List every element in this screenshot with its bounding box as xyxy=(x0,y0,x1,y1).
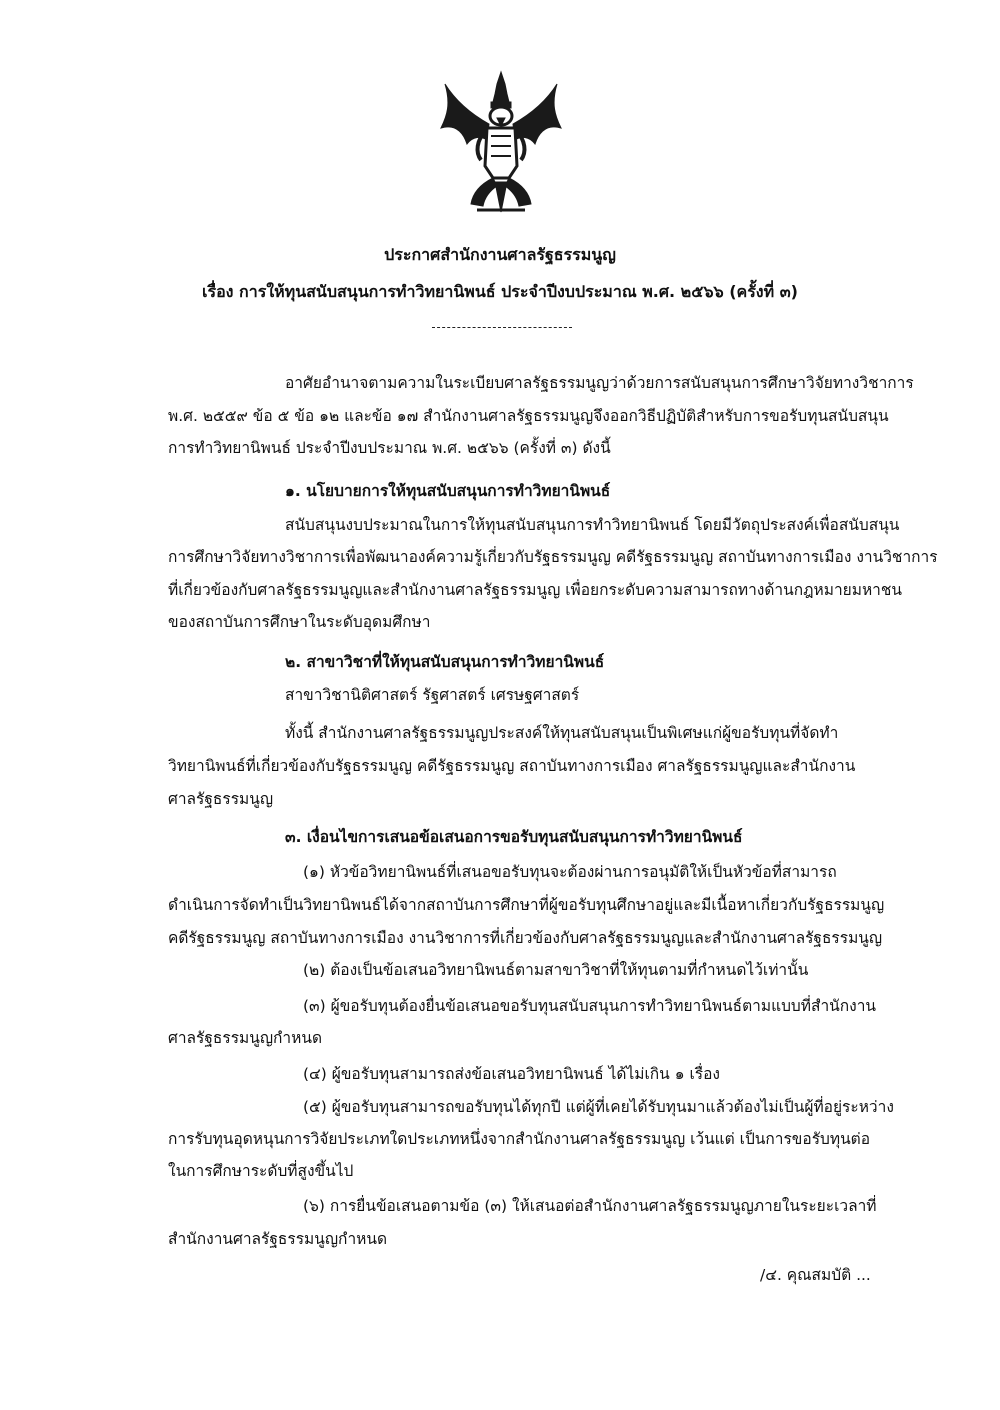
intro-line: พ.ศ. ๒๕๕๙ ข้อ ๕ ข้อ ๑๒ และข้อ ๑๗ สำนักงานศาลรัฐธรรมนูญจึงออกวิธีปฏิบัติสำหรับการขอรับทุนสนับสนุน xyxy=(168,407,889,425)
section-1-line: ของสถาบันการศึกษาในระดับอุดมศึกษา xyxy=(168,613,431,631)
title-separator xyxy=(432,327,572,328)
section-1-line: สนับสนุนงบประมาณในการให้ทุนสนับสนุนการทำวิทยานิพนธ์ โดยมีวัตถุประสงค์เพื่อสนับสนุน xyxy=(285,516,900,534)
condition-item: ในการศึกษาระดับที่สูงขึ้นไป xyxy=(168,1162,354,1180)
condition-item: (๒) ต้องเป็นข้อเสนอวิทยานิพนธ์ตามสาขาวิชาที่ให้ทุนตามที่กำหนดไว้เท่านั้น xyxy=(303,961,809,979)
garuda-emblem-icon xyxy=(437,70,565,220)
page-continuation: /๔. คุณสมบัติ ... xyxy=(760,1266,871,1284)
section-2-line: ศาลรัฐธรรมนูญ xyxy=(168,790,274,808)
section-2-heading: ๒. สาขาวิชาที่ให้ทุนสนับสนุนการทำวิทยานิพนธ์ xyxy=(285,653,605,671)
section-2-line: ทั้งนี้ สำนักงานศาลรัฐธรรมนูญประสงค์ให้ทุนสนับสนุนเป็นพิเศษแก่ผู้ขอรับทุนที่จัดทำ xyxy=(285,724,839,742)
section-1-heading: ๑. นโยบายการให้ทุนสนับสนุนการทำวิทยานิพนธ์ xyxy=(285,482,611,500)
section-2-line: วิทยานิพนธ์ที่เกี่ยวข้องกับรัฐธรรมนูญ คดีรัฐธรรมนูญ สถาบันทางการเมือง ศาลรัฐธรรมนูญและสำนักงาน xyxy=(168,757,856,775)
section-2-fields: สาขาวิชานิติศาสตร์ รัฐศาสตร์ เศรษฐศาสตร์ xyxy=(285,686,580,704)
condition-item: การรับทุนอุดหนุนการวิจัยประเภทใดประเภทหนึ่งจากสำนักงานศาลรัฐธรรมนูญ เว้นแต่ เป็นการขอรับทุนต่อ xyxy=(168,1130,871,1148)
condition-item: (๖) การยื่นข้อเสนอตามข้อ (๓) ให้เสนอต่อสำนักงานศาลรัฐธรรมนูญภายในระยะเวลาที่ xyxy=(303,1197,877,1215)
intro-line: การทำวิทยานิพนธ์ ประจำปีงบประมาณ พ.ศ. ๒๕๖๖ (ครั้งที่ ๓) ดังนี้ xyxy=(168,439,611,457)
announcement-subject: เรื่อง การให้ทุนสนับสนุนการทำวิทยานิพนธ์ ประจำปีงบประมาณ พ.ศ. ๒๕๖๖ (ครั้งที่ ๓) xyxy=(202,282,798,301)
condition-item: (๔) ผู้ขอรับทุนสามารถส่งข้อเสนอวิทยานิพนธ์ ได้ไม่เกิน ๑ เรื่อง xyxy=(303,1065,720,1083)
section-1-line: ที่เกี่ยวข้องกับศาลรัฐธรรมนูญและสำนักงานศาลรัฐธรรมนูญ เพื่อยกระดับความสามารถทางด้านกฎหมายมหาชน xyxy=(168,581,902,599)
condition-item: (๕) ผู้ขอรับทุนสามารถขอรับทุนได้ทุกปี แต่ผู้ที่เคยได้รับทุนมาแล้วต้องไม่เป็นผู้ที่อยู่ระหว่าง xyxy=(303,1098,894,1116)
condition-item: คดีรัฐธรรมนูญ สถาบันทางการเมือง งานวิชาการที่เกี่ยวข้องกับศาลรัฐธรรมนูญและสำนักงานศาลรัฐธรรมนูญ xyxy=(168,929,883,947)
condition-item: สำนักงานศาลรัฐธรรมนูญกำหนด xyxy=(168,1230,388,1248)
section-1-line: การศึกษาวิจัยทางวิชาการเพื่อพัฒนาองค์ความรู้เกี่ยวกับรัฐธรรมนูญ คดีรัฐธรรมนูญ สถาบันทางการเมือง งานวิชาการ xyxy=(168,548,938,566)
condition-item: ดำเนินการจัดทำเป็นวิทยานิพนธ์ได้จากสถาบันการศึกษาที่ผู้ขอรับทุนศึกษาอยู่และมีเนื้อหาเกี่ยวกับรัฐธรรมนูญ xyxy=(168,896,885,914)
intro-line: อาศัยอำนาจตามความในระเบียบศาลรัฐธรรมนูญว่าด้วยการสนับสนุนการศึกษาวิจัยทางวิชาการ xyxy=(285,374,914,392)
section-3-heading: ๓. เงื่อนไขการเสนอข้อเสนอการขอรับทุนสนับสนุนการทำวิทยานิพนธ์ xyxy=(285,828,743,846)
condition-item: (๑) หัวข้อวิทยานิพนธ์ที่เสนอขอรับทุนจะต้องผ่านการอนุมัติให้เป็นหัวข้อที่สามารถ xyxy=(303,863,837,881)
condition-item: (๓) ผู้ขอรับทุนต้องยื่นข้อเสนอขอรับทุนสนับสนุนการทำวิทยานิพนธ์ตามแบบที่สำนักงาน xyxy=(303,997,876,1015)
announcement-title: ประกาศสำนักงานศาลรัฐธรรมนูญ xyxy=(384,245,616,264)
condition-item: ศาลรัฐธรรมนูญกำหนด xyxy=(168,1029,323,1047)
